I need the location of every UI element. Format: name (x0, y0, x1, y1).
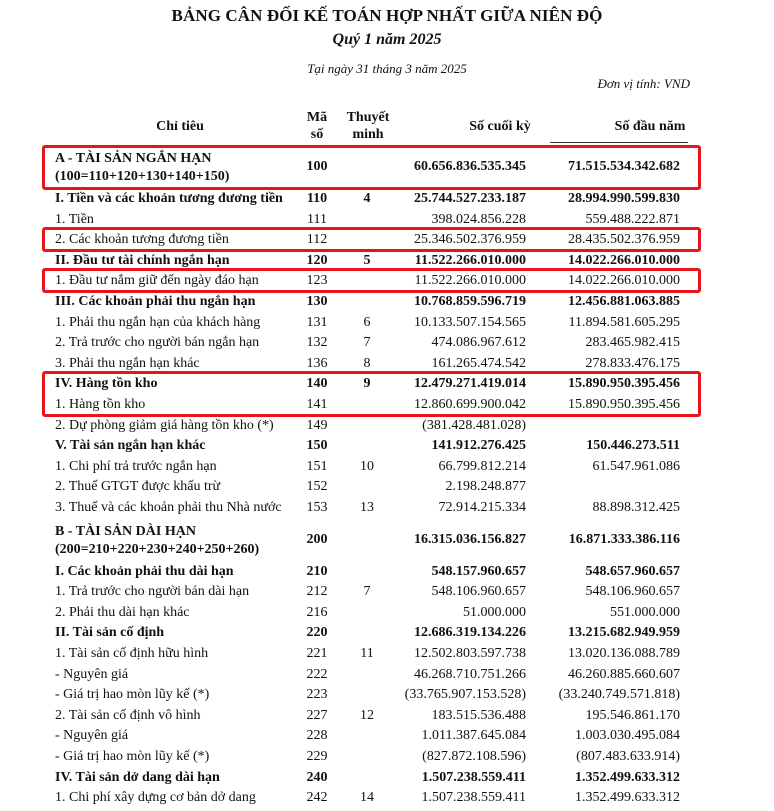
table-row (0, 498, 774, 519)
row-item-label: 1. Hàng tồn kho (55, 397, 146, 412)
row-item-name (55, 646, 208, 662)
row-item-name (55, 150, 229, 186)
document-title: BẢNG CÂN ĐỐI KẾ TOÁN HỢP NHẤT GIỮA NIÊN ĐỘ (171, 6, 603, 25)
row-begin-balance: 195.546.861.170 (585, 707, 680, 723)
row-item-name (55, 356, 200, 372)
row-item-label: 3. Phải thu ngắn hạn khác (55, 355, 200, 371)
row-end-balance: 141.912.276.425 (431, 438, 526, 454)
row-item-label: 1. Tiền (55, 211, 94, 227)
row-end-balance: 1.507.238.559.411 (421, 769, 526, 785)
row-begin-balance: 13.020.136.088.789 (568, 646, 680, 661)
row-code: 151 (306, 458, 328, 474)
row-end-balance: 66.799.812.214 (438, 458, 526, 474)
row-item-label: B - TÀI SẢN DÀI HẠN (55, 523, 196, 539)
row-item-label: 2. Phải thu dài hạn khác (55, 604, 190, 620)
header-end-balance: Số cuối kỳ (469, 119, 531, 134)
row-code: 153 (306, 500, 328, 515)
row-item-label: II. Tài sản cố định (55, 625, 165, 641)
currency-unit: Đơn vị tính: VND (597, 76, 690, 91)
row-item-name (55, 728, 128, 744)
row-end-balance: 25.346.502.376.959 (414, 232, 526, 248)
row-end-balance: 25.744.527.233.187 (414, 191, 526, 206)
row-item-name (55, 564, 234, 580)
row-end-balance: 10.768.859.596.719 (414, 294, 526, 309)
row-begin-balance: 548.657.960.657 (585, 563, 680, 579)
row-end-balance: (33.765.907.153.528) (404, 687, 526, 703)
row-item-name (55, 605, 190, 621)
row-end-balance: 161.265.474.542 (431, 355, 526, 371)
row-end-balance: 11.522.266.010.000 (414, 252, 526, 268)
table-row (0, 416, 774, 437)
row-begin-balance: 551.000.000 (610, 604, 680, 620)
row-note: 5 (363, 252, 371, 268)
row-item-label: 1. Tài sản cố định hữu hình (55, 646, 209, 661)
row-item-name (55, 479, 220, 495)
row-note: 11 (360, 646, 374, 661)
table-row (0, 768, 774, 789)
row-begin-balance: 61.547.961.086 (592, 458, 680, 474)
document-period: Quý 1 năm 2025 (332, 31, 442, 48)
table-row (0, 251, 774, 272)
row-code: 242 (306, 790, 328, 806)
row-item-name (55, 191, 283, 207)
row-item-name (55, 708, 201, 724)
table-row (0, 189, 774, 210)
row-end-balance: 183.515.536.488 (431, 707, 526, 723)
row-item-label: IV. Hàng tồn kho (55, 376, 158, 392)
row-begin-balance: 11.894.581.605.295 (568, 314, 680, 330)
row-begin-balance: 28.435.502.376.959 (568, 232, 680, 248)
row-begin-balance: 71.515.534.342.682 (568, 159, 680, 174)
row-begin-balance: 15.890.950.395.456 (568, 376, 680, 392)
row-item-label: 2. Dự phòng giảm giá hàng tồn kho (*) (55, 417, 274, 433)
table-row (0, 395, 774, 416)
row-item-label: 2. Các khoản tương đương tiền (55, 232, 229, 248)
row-code: 222 (306, 666, 328, 682)
table-row (0, 582, 774, 603)
row-item-label: IV. Tài sản dở dang dài hạn (55, 769, 220, 785)
row-note: 12 (360, 707, 374, 723)
row-item-name (55, 397, 145, 413)
row-code: 100 (306, 159, 328, 174)
row-code: 227 (306, 707, 328, 723)
row-end-balance: 1.011.387.645.084 (421, 728, 526, 744)
row-code: 141 (306, 397, 328, 412)
row-code: 149 (306, 417, 328, 433)
row-end-balance: 12.502.803.597.738 (414, 646, 526, 661)
row-code: 120 (306, 252, 328, 268)
row-code: 220 (306, 625, 328, 641)
row-end-balance: 1.507.238.559.411 (421, 790, 526, 806)
row-end-balance: 398.024.856.228 (431, 211, 526, 227)
row-begin-balance: 28.994.990.599.830 (568, 191, 680, 206)
row-code: 212 (306, 584, 328, 600)
row-item-name (55, 273, 259, 289)
row-item-formula: (200=210+220+230+240+250+260) (55, 541, 260, 557)
row-item-label: V. Tài sản ngắn hạn khác (55, 438, 206, 454)
row-note: 6 (363, 314, 371, 330)
row-item-label: - Giá trị hao mòn lũy kế (*) (55, 749, 210, 764)
table-row (0, 457, 774, 478)
row-begin-balance: (33.240.749.571.818) (558, 687, 680, 703)
row-code: 210 (306, 563, 328, 579)
row-begin-balance: (807.483.633.914) (576, 749, 680, 764)
row-note: 10 (360, 458, 374, 474)
row-end-balance: 474.086.967.612 (431, 335, 526, 351)
row-end-balance: (827.872.108.596) (422, 749, 526, 764)
row-item-label: 1. Chi phí trả trước ngắn hạn (55, 458, 217, 474)
row-begin-balance: 15.890.950.395.456 (568, 397, 680, 412)
row-begin-balance: 548.106.960.657 (585, 584, 680, 600)
row-end-balance: 12.479.271.419.014 (414, 376, 526, 392)
table-row (0, 313, 774, 334)
row-begin-balance: 16.871.333.386.116 (568, 531, 680, 547)
row-item-label: - Nguyên giá (55, 666, 129, 682)
row-item-label: III. Các khoản phải thu ngắn hạn (55, 294, 256, 309)
row-begin-balance: 150.446.273.511 (586, 438, 680, 454)
row-item-name (55, 790, 256, 806)
row-item-name (55, 253, 230, 269)
header-code: Mã số (306, 110, 328, 142)
row-begin-balance: 1.352.499.633.312 (575, 790, 680, 806)
table-row (0, 374, 774, 395)
row-item-name (55, 459, 217, 475)
row-note: 14 (360, 790, 374, 806)
header-item: Chỉ tiêu (156, 119, 204, 134)
row-begin-balance: 1.003.030.495.084 (575, 728, 680, 744)
row-item-name (55, 315, 260, 331)
row-item-label: 3. Thuế và các khoản phải thu Nhà nước (55, 500, 282, 515)
row-item-label: I. Các khoản phải thu dài hạn (55, 563, 234, 579)
row-item-label: I. Tiền và các khoản tương đương tiền (55, 191, 283, 206)
row-code: 229 (306, 749, 328, 764)
row-item-label: - Giá trị hao mòn lũy kế (*) (55, 687, 210, 703)
table-row (0, 706, 774, 727)
table-row (0, 685, 774, 706)
row-code: 216 (306, 604, 328, 620)
row-code: 240 (306, 769, 328, 785)
row-item-label: 1. Đầu tư nắm giữ đến ngày đáo hạn (55, 273, 259, 289)
row-note: 8 (363, 355, 371, 371)
row-item-name (55, 584, 249, 600)
table-row (0, 644, 774, 665)
row-item-name (55, 294, 255, 310)
table-row (0, 747, 774, 768)
table-row (0, 333, 774, 354)
row-end-balance: (381.428.481.028) (422, 417, 526, 433)
table-row (0, 788, 774, 809)
row-code: 130 (306, 294, 328, 309)
table-row (0, 271, 774, 292)
row-item-name (55, 418, 274, 434)
row-code: 140 (306, 376, 328, 392)
row-code: 200 (306, 531, 328, 547)
table-row (0, 292, 774, 313)
row-begin-balance: 13.215.682.949.959 (568, 625, 680, 641)
table-row (0, 665, 774, 686)
header-underline (550, 142, 688, 143)
row-item-label: 2. Thuế GTGT được khấu trừ (55, 479, 221, 495)
row-item-name (55, 232, 229, 248)
row-begin-balance: 12.456.881.063.885 (568, 294, 680, 309)
table-row (0, 230, 774, 251)
row-begin-balance: 278.833.476.175 (585, 355, 680, 371)
row-begin-balance: 283.465.982.415 (585, 335, 680, 351)
table-row (0, 148, 774, 188)
table-row (0, 210, 774, 231)
row-begin-balance: 88.898.312.425 (592, 500, 680, 515)
row-code: 111 (307, 211, 327, 227)
row-item-name (55, 438, 205, 454)
table-row (0, 562, 774, 583)
row-code: 221 (306, 646, 328, 661)
row-begin-balance: 14.022.266.010.000 (568, 252, 680, 268)
row-end-balance: 60.656.836.535.345 (414, 159, 526, 174)
row-note: 4 (363, 191, 371, 206)
row-item-label: II. Đầu tư tài chính ngắn hạn (55, 252, 230, 268)
row-item-name (55, 212, 94, 228)
table-row (0, 436, 774, 457)
row-item-name (55, 770, 220, 786)
row-end-balance: 11.522.266.010.000 (414, 273, 526, 289)
row-item-label: 1. Chi phí xây dựng cơ bản dở dang (55, 790, 256, 806)
row-end-balance: 2.198.248.877 (445, 479, 526, 495)
row-end-balance: 12.686.319.134.226 (414, 625, 526, 641)
row-end-balance: 10.133.507.154.565 (414, 314, 526, 330)
row-begin-balance: 14.022.266.010.000 (568, 273, 680, 289)
row-item-name (55, 500, 282, 516)
table-row (0, 477, 774, 498)
row-item-name (55, 667, 128, 683)
row-item-label: 2. Tài sản cố định vô hình (55, 707, 201, 723)
row-note: 9 (363, 376, 371, 392)
row-item-label: A - TÀI SẢN NGẮN HẠN (55, 151, 212, 166)
header-begin-balance: Số đầu năm (614, 119, 686, 134)
row-note: 7 (363, 584, 371, 600)
document-date: Tại ngày 31 tháng 3 năm 2025 (307, 61, 467, 76)
row-end-balance: 12.860.699.900.042 (414, 397, 526, 412)
row-item-name (55, 625, 164, 641)
row-item-name (55, 523, 259, 559)
row-end-balance: 72.914.215.334 (438, 500, 526, 515)
table-row (0, 354, 774, 375)
row-code: 132 (306, 335, 328, 351)
row-begin-balance: 46.260.885.660.607 (568, 666, 680, 682)
row-code: 131 (306, 314, 328, 330)
row-code: 223 (306, 687, 328, 703)
row-begin-balance: 1.352.499.633.312 (575, 769, 680, 785)
row-code: 136 (306, 355, 328, 371)
table-row (0, 623, 774, 644)
row-item-label: 2. Trả trước cho người bán ngắn hạn (55, 335, 260, 351)
row-begin-balance: 559.488.222.871 (585, 211, 680, 227)
row-code: 123 (306, 273, 328, 289)
row-code: 152 (306, 479, 328, 495)
row-note: 7 (363, 335, 371, 351)
row-code: 112 (306, 232, 328, 248)
row-item-label: 1. Phải thu ngắn hạn của khách hàng (55, 314, 261, 330)
row-end-balance: 548.106.960.657 (431, 584, 526, 600)
row-end-balance: 46.268.710.751.266 (414, 666, 526, 682)
row-note: 13 (360, 500, 374, 515)
row-end-balance: 51.000.000 (463, 604, 526, 620)
row-item-name (55, 749, 209, 765)
row-item-name (55, 687, 209, 703)
row-item-formula: (100=110+120+130+140+150) (55, 169, 230, 184)
header-note: Thuyết minh (346, 110, 390, 142)
row-item-name (55, 335, 259, 351)
row-item-name (55, 376, 157, 392)
table-row (0, 603, 774, 624)
table-row (0, 521, 774, 561)
row-end-balance: 16.315.036.156.827 (414, 531, 526, 547)
row-end-balance: 548.157.960.657 (431, 563, 526, 579)
row-code: 228 (306, 728, 328, 744)
row-code: 110 (306, 191, 328, 206)
row-code: 150 (306, 438, 328, 454)
row-item-label: - Nguyên giá (55, 728, 129, 744)
row-item-label: 1. Trả trước cho người bán dài hạn (55, 584, 250, 600)
table-row (0, 726, 774, 747)
